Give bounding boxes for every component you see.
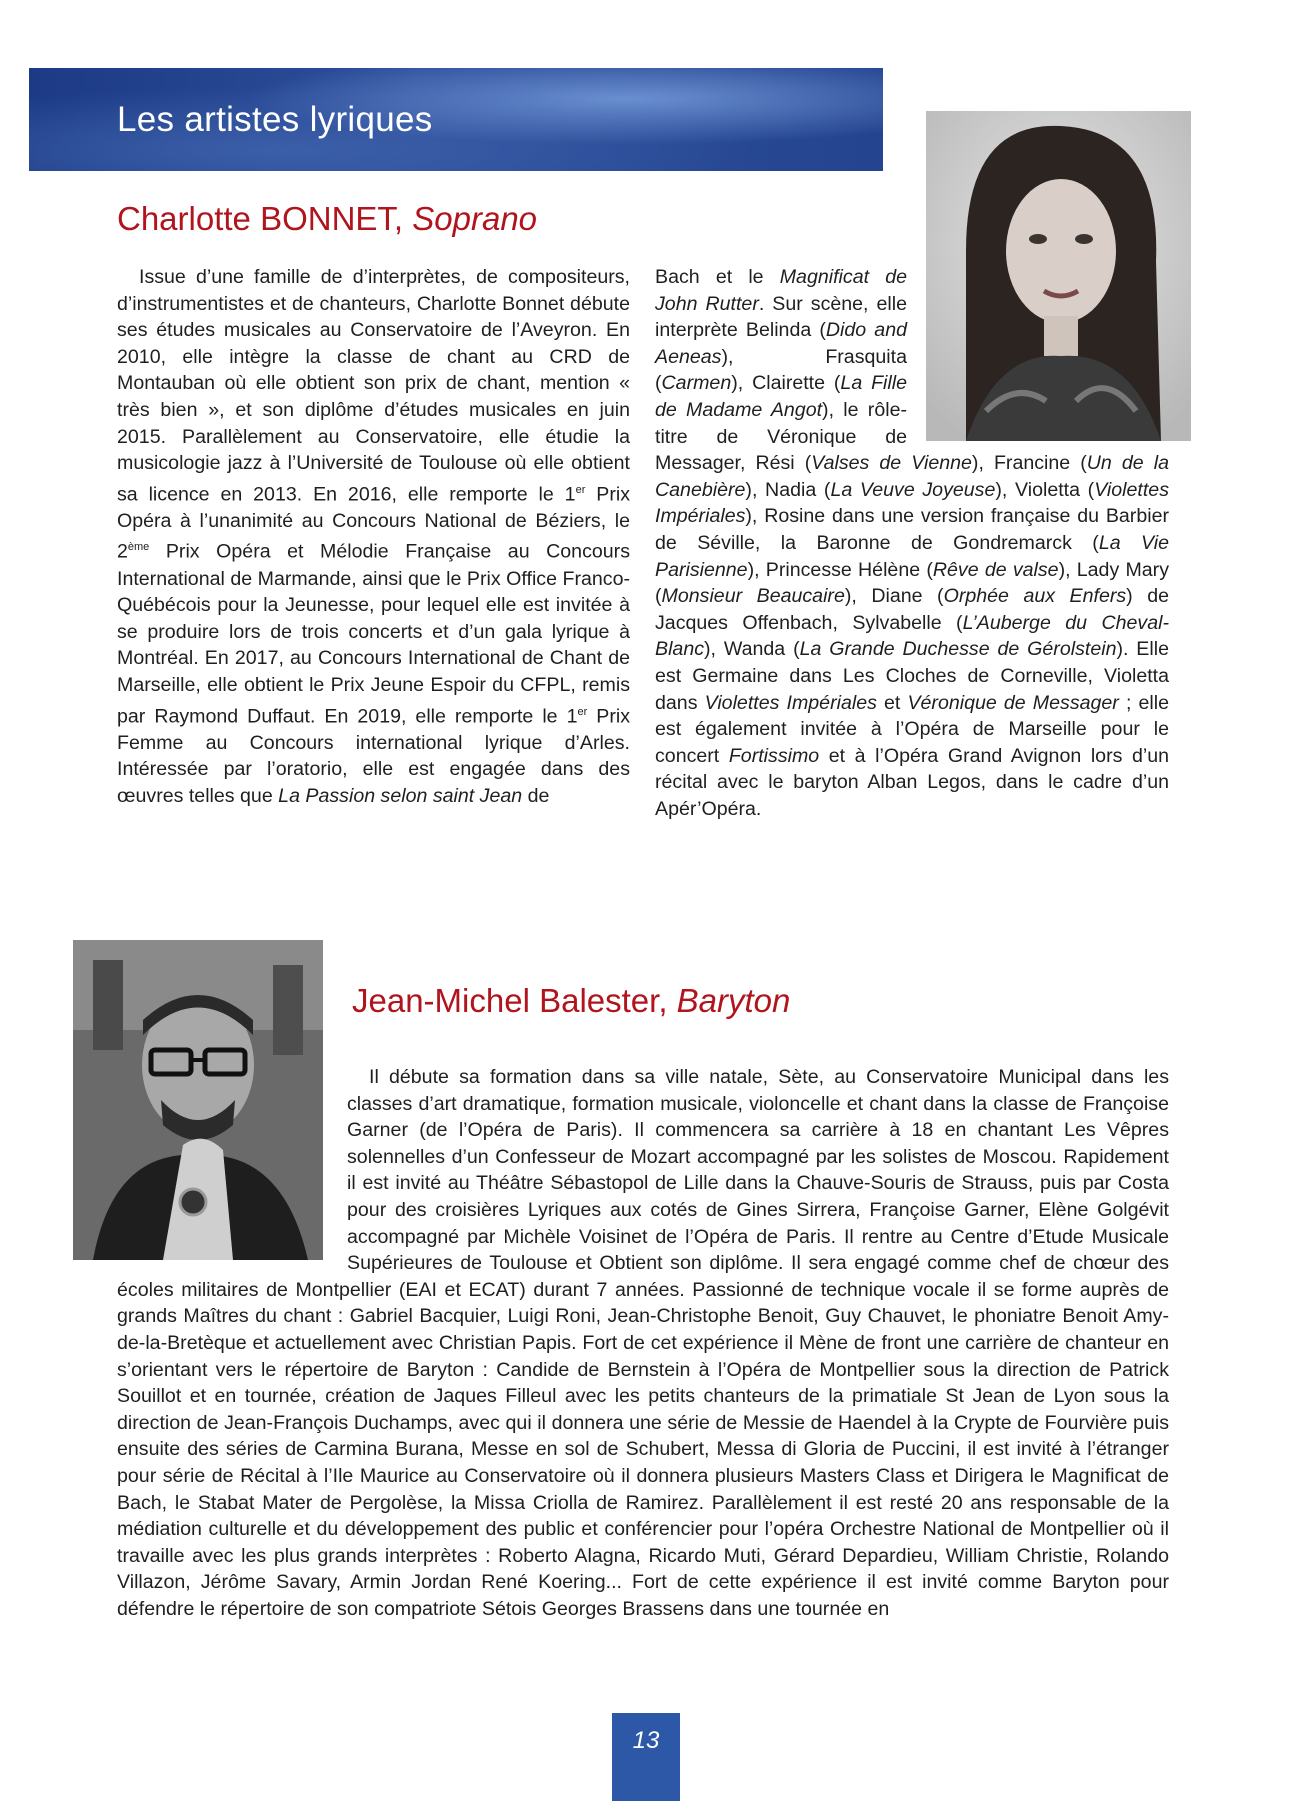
work-title: Dido and Aeneas [655, 319, 907, 368]
artist1-bio-column2 [655, 264, 1169, 822]
superscript: er [577, 705, 588, 718]
bio-text: de [522, 784, 550, 807]
artist-name-text: Charlotte BONNET, [117, 200, 404, 237]
artist1-bio-column1 [117, 264, 630, 809]
bio-text: ). Elle est Germaine dans Les Cloches de Corneville, Violetta dans [655, 638, 1169, 714]
work-title: La Grande Duchesse de Gérolstein [799, 638, 1117, 661]
bio-text: ), Nadia ( [745, 478, 831, 501]
bio-text: 1 [564, 483, 576, 506]
bio-text: ), Violetta ( [995, 478, 1095, 501]
bio-text: ), Rosine dans une version française du Barbier de Séville, la Baronne de Gondremarck ( [655, 505, 1169, 554]
photo-wrap-spacer [907, 264, 1169, 441]
bio-text: ), Diane ( [844, 585, 944, 608]
work-title: Orphée aux Enfers [943, 585, 1127, 608]
artist-name-text: Jean-Michel Balester, [352, 982, 668, 1019]
bio-text: Prix Femme au Concours international lyrique d’Arles. Intéressée par l’oratorio, elle est engagée dans des œuvres telles que [117, 705, 631, 807]
bio-text: Bach et le [655, 266, 780, 288]
bio-text: et à l’Opéra Grand Avignon lors d’un récital avec le baryton Alban Legos, dans le cadre d’un Apér’Opéra. [655, 744, 1170, 820]
bio-text: ), Frasquita ( [655, 345, 907, 395]
artist-role-text: Soprano [412, 200, 538, 237]
header-banner [29, 68, 883, 171]
bio-text: ), le rôle-titre de Véronique de Messager, Rési ( [655, 398, 907, 475]
work-title: Valses de Vienne [811, 452, 972, 475]
page-title: Les artistes lyriques [117, 100, 433, 139]
bio-text: et [876, 691, 908, 714]
work-title: Monsieur Beaucaire [661, 585, 845, 608]
bio-text: ), Francine ( [971, 452, 1087, 475]
work-title: La Passion selon saint Jean [278, 784, 523, 807]
work-title: Un de la Canebière [655, 452, 1169, 501]
work-title: Magnificat de John Rutter [655, 266, 907, 315]
artist2-bio [117, 1064, 1169, 1622]
bio-text: Il débute sa formation dans sa ville natale, Sète, au Conservatoire Municipal dans les classes d’art dramatique, formation musicale, violoncelle et chant dans la classe de Françoise Garner (de l’Opéra de Paris). Il commencera sa carrière à 18 en chantant Les Vêpres solennelles d’un Confesseur de Mozart accompagné par les solistes de Moscou. Rapidement il est invité au Théâtre Sébastopol de Lille dans la Chauve-Souris de Strauss, puis par Costa pour des croisières Lyriques aux cotés de Gines Sirrera, Françoise Garner, Elène Golgévit accompagné par Michèle Voisinet de l’Opéra de Paris. Il rentre au Centre d’Etude Musicale Supérieures de Toulouse et Obtient son diplôme. Il sera engagé comme chef de chœur des écoles militaires de Montpellier (EAI et ECAT) durant 7 années. Passionné de technique vocale il se forme auprès de grands Maîtres du chant : Gabriel Bacquier, Luigi Roni, Jean-Christophe Benoit, Guy Chauvet, le phoniatre Benoit Amy-de-la-Bretèque et actuellement avec Christian Papis. Fort de cet expérience il Mène de front une carrière de chanteur en s’orientant vers le répertoire de Baryton : Candide de Bernstein à l’Opéra de Montpellier sous la direction de Patrick Souillot et en tournée, création de Jaques Filleul avec les petits chanteurs de la primatiale St Jean de Lyon sous la direction de Jean-François Duchamps, avec qui il donnera une série de Messie de Haendel à la Crypte de Fourvière puis ensuite des séries de Carmina Burana, Messe en sol de Schubert, Messa di Gloria de Puccini, il est invité à l’étranger pour série de Récital à l’Ile Maurice au Conservatoire où il donnera plusieurs Masters Class et Dirigera le Magnificat de Bach, le Stabat Mater de Pergolèse, la Missa Criolla de Ramirez. Parallèlement il est resté 20 ans responsable de la médiation culturelle et du développement des public et conférencier pour l’opéra Orchestre National de Montpellier où il travaille avec les plus grands interprètes : Roberto Alagna, Ricardo Muti, Gérard Depardieu, William Christie, Rolando Villazon, Jérôme Savary, Armin Jordan René Koering... Fort de cette expérience il est invité comme Baryton pour défendre le répertoire de son compatriote Sétois Georges Brassens dans une tournée en [117, 1066, 1169, 1620]
work-title: Violettes Impériales [655, 478, 1169, 528]
work-title: Violettes Impériales [704, 691, 877, 714]
bio-text: ), Princesse Hélène ( [747, 558, 933, 581]
bio-text: ), Clairette ( [731, 372, 841, 395]
photo-wrap-spacer [117, 1064, 347, 1276]
bio-text: Prix Opéra à l’unanimité au Concours National de Béziers, le 2 [117, 483, 630, 563]
bio-text: ), Wanda ( [704, 638, 800, 661]
artist-name-charlotte-bonnet [117, 200, 537, 238]
superscript: er [575, 483, 586, 496]
work-title: La Veuve Joyeuse [830, 478, 996, 501]
bio-text: ; elle est également invitée à l’Opéra de Marseille pour le concert [655, 691, 1170, 767]
work-title: Rêve de valse [932, 558, 1059, 581]
work-title: Fortissimo [728, 744, 820, 767]
work-title: Carmen [661, 372, 732, 395]
bio-text: Prix Opéra et Mélodie Française au Concours International de Marmande, ainsi que le Prix Office Franco-Québécois pour la Jeunesse, pour lequel elle est invitée à se produire lors de trois concerts et d’un gala lyrique à Montréal. En 2017, au Concours International de Chant de Marseille, elle obtient le Prix Jeune Espoir du CFPL, remis par Raymond Duffaut. En 2019, elle remporte le 1 [117, 541, 630, 728]
bio-text: Issue d’une famille de d’interprètes, de compositeurs, d’instrumentistes et de chanteurs, Charlotte Bonnet débute ses études musicales au Conservatoire de l’Aveyron. En 2010, elle intègre la classe de chant au CRD de Montauban où elle obtient son prix de chant, mention « très bien », et son diplôme d’études musicales en juin 2015. Parallèlement au Conservatoire, elle étudie la musicologie jazz à l’Université de Toulouse où elle obtient sa licence en 2013. En 2016, elle remporte le [117, 266, 630, 506]
work-title: La Vie Parisienne [655, 531, 1170, 581]
work-title: L’Auberge du Cheval-Blanc [655, 611, 1169, 661]
bio-text: ), Lady Mary ( [655, 558, 1170, 608]
work-title: Véronique de Messager [907, 691, 1119, 714]
superscript: ème [127, 541, 150, 554]
bio-text: ) de Jacques Offenbach, Sylvabelle ( [655, 585, 1169, 634]
artist-name-jean-michel-balester [352, 982, 790, 1020]
artist-role-text: Baryton [676, 982, 791, 1019]
page-number: 13 [612, 1713, 680, 1801]
bio-text: . Sur scène, elle interprète Belinda ( [655, 292, 907, 342]
work-title: La Fille de Madame Angot [655, 372, 908, 421]
